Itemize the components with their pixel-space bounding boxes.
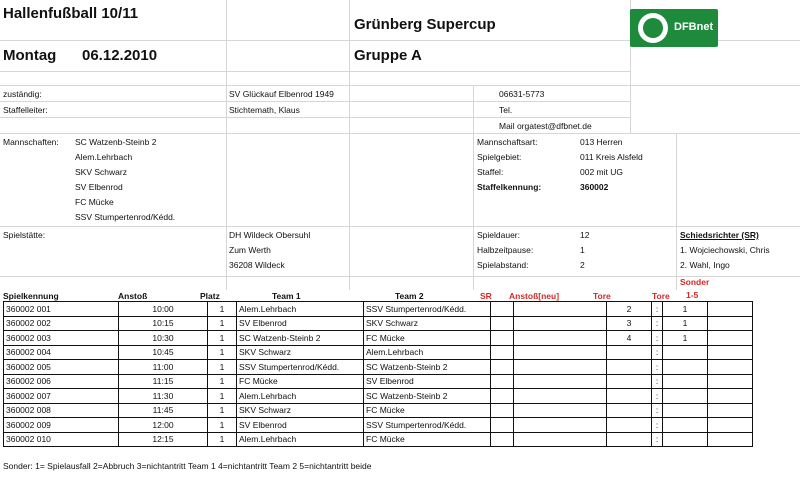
venue-info-label: Halbzeitpause: [477, 245, 534, 255]
team-item: FC Mücke [75, 197, 114, 207]
goals2-cell [663, 389, 708, 404]
col-header-sonder: Sonder [680, 277, 710, 287]
goals-separator-cell: : [652, 418, 663, 433]
grid-line [0, 85, 800, 86]
platz-cell: 1 [208, 374, 237, 389]
table-row [4, 432, 753, 447]
goals2-cell: 1 [663, 302, 708, 317]
team2-cell: Alem.Lehrbach [364, 345, 491, 360]
goals1-cell [607, 432, 652, 447]
col-header-platz: Platz [200, 291, 220, 301]
grid-line [0, 71, 630, 72]
goals2-cell: 1 [663, 316, 708, 331]
platz-cell: 1 [208, 360, 237, 375]
col-header-sr: SR [480, 291, 492, 301]
team1-cell: SKV Schwarz [237, 403, 364, 418]
platz-cell: 1 [208, 302, 237, 317]
venue-info-value: 1 [580, 245, 585, 255]
venue-line: 36208 Wildeck [229, 260, 285, 270]
goals2-cell [663, 403, 708, 418]
table-row [4, 374, 753, 389]
team2-cell: SSV Stumpertenrod/Kédd. [364, 302, 491, 317]
match-id-cell: 360002 006 [4, 374, 119, 389]
kickoff-new-cell [514, 302, 607, 317]
sonder-cell [708, 331, 753, 346]
referee-item: 2. Wahl, Ingo [680, 260, 730, 270]
sr-cell [491, 403, 514, 418]
title-right: Grünberg Supercup [354, 16, 496, 33]
goals1-cell [607, 403, 652, 418]
kickoff-cell: 10:00 [119, 302, 208, 317]
platz-cell: 1 [208, 389, 237, 404]
team-item: SKV Schwarz [75, 167, 127, 177]
mail-value: Mail orgatest@dfbnet.de [499, 121, 592, 131]
venue-line: Zum Werth [229, 245, 271, 255]
info-label: Mannschaftsart: [477, 137, 538, 147]
phone-value: 06631-5773 [499, 89, 545, 99]
kickoff-cell: 11:00 [119, 360, 208, 375]
team1-cell: SV Elbenrod [237, 316, 364, 331]
goals-separator-cell: : [652, 374, 663, 389]
table-row [4, 389, 753, 404]
goals-separator-cell: : [652, 432, 663, 447]
sonder-cell [708, 418, 753, 433]
team2-cell: FC Mücke [364, 331, 491, 346]
team1-cell: Alem.Lehrbach [237, 302, 364, 317]
match-id-cell: 360002 003 [4, 331, 119, 346]
goals-separator-cell: : [652, 345, 663, 360]
sr-cell [491, 302, 514, 317]
kickoff-new-cell [514, 374, 607, 389]
team1-cell: SC Watzenb-Steinb 2 [237, 331, 364, 346]
col-header-team2: Team 2 [395, 291, 424, 301]
goals2-cell [663, 345, 708, 360]
match-id-cell: 360002 002 [4, 316, 119, 331]
col-header-anstoss-neu: Anstoß[neu] [509, 291, 560, 301]
team2-cell: SKV Schwarz [364, 316, 491, 331]
team1-cell: FC Mücke [237, 374, 364, 389]
venue-label: Spielstätte: [3, 230, 46, 240]
tel-label: Tel. [499, 105, 513, 115]
team2-cell: FC Mücke [364, 432, 491, 447]
goals1-cell [607, 418, 652, 433]
col-header-sonder-codes: 1-5 [686, 290, 699, 300]
team2-cell: SV Elbenrod [364, 374, 491, 389]
staffelleiter-label: Staffelleiter: [3, 105, 48, 115]
zustaendig-value: SV Glückauf Elbenrod 1949 [229, 89, 334, 99]
venue-info-value: 12 [580, 230, 590, 240]
table-row [4, 403, 753, 418]
kickoff-new-cell [514, 389, 607, 404]
sonder-cell [708, 302, 753, 317]
goals-separator-cell: : [652, 389, 663, 404]
team2-cell: SC Watzenb-Steinb 2 [364, 360, 491, 375]
goals-separator-cell: : [652, 360, 663, 375]
team1-cell: SKV Schwarz [237, 345, 364, 360]
grid-line [473, 85, 474, 290]
schedule-table [3, 301, 753, 447]
team1-cell: SV Elbenrod [237, 418, 364, 433]
kickoff-new-cell [514, 331, 607, 346]
sr-cell [491, 316, 514, 331]
platz-cell: 1 [208, 331, 237, 346]
kickoff-new-cell [514, 316, 607, 331]
col-header-tore1: Tore [593, 291, 611, 301]
team-item: SV Elbenrod [75, 182, 123, 192]
kickoff-cell: 10:45 [119, 345, 208, 360]
staffelleiter-value: Stichtemath, Klaus [229, 105, 300, 115]
date-label: 06.12.2010 [82, 47, 158, 64]
table-row [4, 302, 753, 317]
sonder-legend: Sonder: 1= Spielausfall 2=Abbruch 3=nichtantritt Team 1 4=nichtantritt Team 2 5=nichtantritt beide [3, 461, 372, 471]
goals1-cell: 3 [607, 316, 652, 331]
team-item: SC Watzenb-Steinb 2 [75, 137, 157, 147]
goals1-cell [607, 374, 652, 389]
grid-line [0, 117, 630, 118]
sonder-cell [708, 389, 753, 404]
sonder-cell [708, 403, 753, 418]
grid-line [0, 226, 800, 227]
kickoff-new-cell [514, 345, 607, 360]
referee-item: 1. Wojciechowski, Chris [680, 245, 770, 255]
table-row [4, 316, 753, 331]
match-id-cell: 360002 009 [4, 418, 119, 433]
team1-cell: Alem.Lehrbach [237, 432, 364, 447]
group-label: Gruppe A [354, 47, 422, 64]
kickoff-new-cell [514, 360, 607, 375]
kickoff-cell: 11:45 [119, 403, 208, 418]
col-header-anstoss: Anstoß [118, 291, 148, 301]
staffelkennung-label: Staffelkennung: [477, 182, 542, 192]
dfb-emblem-icon [638, 13, 668, 43]
goals1-cell: 2 [607, 302, 652, 317]
platz-cell: 1 [208, 403, 237, 418]
goals-separator-cell: : [652, 316, 663, 331]
sr-cell [491, 418, 514, 433]
info-value: 002 mit UG [580, 167, 623, 177]
platz-cell: 1 [208, 345, 237, 360]
title-left: Hallenfußball 10/11 [3, 5, 139, 22]
goals2-cell: 1 [663, 331, 708, 346]
match-id-cell: 360002 004 [4, 345, 119, 360]
goals-separator-cell: : [652, 302, 663, 317]
kickoff-cell: 12:15 [119, 432, 208, 447]
grid-line [349, 0, 350, 290]
goals1-cell [607, 360, 652, 375]
logo-text: DFBnet [674, 21, 714, 33]
col-header-team1: Team 1 [272, 291, 301, 301]
sr-cell [491, 360, 514, 375]
kickoff-new-cell [514, 418, 607, 433]
sonder-cell [708, 345, 753, 360]
match-id-cell: 360002 005 [4, 360, 119, 375]
kickoff-cell: 11:15 [119, 374, 208, 389]
kickoff-new-cell [514, 432, 607, 447]
col-header-spielkennung: Spielkennung [3, 291, 59, 301]
goals1-cell [607, 389, 652, 404]
kickoff-cell: 10:30 [119, 331, 208, 346]
sr-cell [491, 345, 514, 360]
match-id-cell: 360002 001 [4, 302, 119, 317]
sr-cell [491, 389, 514, 404]
info-label: Staffel: [477, 167, 504, 177]
grid-line [676, 133, 677, 290]
team2-cell: SSV Stumpertenrod/Kédd. [364, 418, 491, 433]
goals2-cell [663, 418, 708, 433]
goals2-cell [663, 432, 708, 447]
grid-line [226, 0, 227, 290]
team-item: Alem.Lehrbach [75, 152, 133, 162]
goals2-cell [663, 360, 708, 375]
table-row [4, 331, 753, 346]
goals1-cell: 4 [607, 331, 652, 346]
venue-info-value: 2 [580, 260, 585, 270]
kickoff-cell: 10:15 [119, 316, 208, 331]
kickoff-new-cell [514, 403, 607, 418]
sr-cell [491, 432, 514, 447]
table-row [4, 345, 753, 360]
grid-line [0, 133, 800, 134]
sonder-cell [708, 360, 753, 375]
kickoff-cell: 12:00 [119, 418, 208, 433]
sonder-cell [708, 374, 753, 389]
col-header-tore2: Tore [652, 291, 670, 301]
platz-cell: 1 [208, 432, 237, 447]
zustaendig-label: zuständig: [3, 89, 42, 99]
kickoff-cell: 11:30 [119, 389, 208, 404]
venue-info-label: Spielabstand: [477, 260, 529, 270]
team-item: SSV Stumpertenrod/Kédd. [75, 212, 176, 222]
team1-cell: SSV Stumpertenrod/Kédd. [237, 360, 364, 375]
table-row [4, 418, 753, 433]
sonder-cell [708, 316, 753, 331]
table-row [4, 360, 753, 375]
info-label: Spielgebiet: [477, 152, 522, 162]
goals-separator-cell: : [652, 331, 663, 346]
info-value: 013 Herren [580, 137, 623, 147]
teams-label: Mannschaften: [3, 137, 59, 147]
sr-cell [491, 374, 514, 389]
venue-line: DH Wildeck Obersuhl [229, 230, 311, 240]
grid-line [0, 101, 630, 102]
platz-cell: 1 [208, 316, 237, 331]
team2-cell: SC Watzenb-Steinb 2 [364, 389, 491, 404]
match-id-cell: 360002 008 [4, 403, 119, 418]
dfbnet-logo [630, 9, 718, 47]
sonder-cell [708, 432, 753, 447]
team1-cell: Alem.Lehrbach [237, 389, 364, 404]
info-value: 011 Kreis Alsfeld [580, 152, 643, 162]
sr-cell [491, 331, 514, 346]
goals2-cell [663, 374, 708, 389]
staffelkennung-value: 360002 [580, 182, 609, 192]
goals1-cell [607, 345, 652, 360]
goals-separator-cell: : [652, 403, 663, 418]
venue-info-label: Spieldauer: [477, 230, 521, 240]
team2-cell: FC Mücke [364, 403, 491, 418]
day-label: Montag [3, 47, 57, 64]
platz-cell: 1 [208, 418, 237, 433]
match-id-cell: 360002 010 [4, 432, 119, 447]
match-id-cell: 360002 007 [4, 389, 119, 404]
referees-title: Schiedsrichter (SR) [680, 230, 759, 240]
